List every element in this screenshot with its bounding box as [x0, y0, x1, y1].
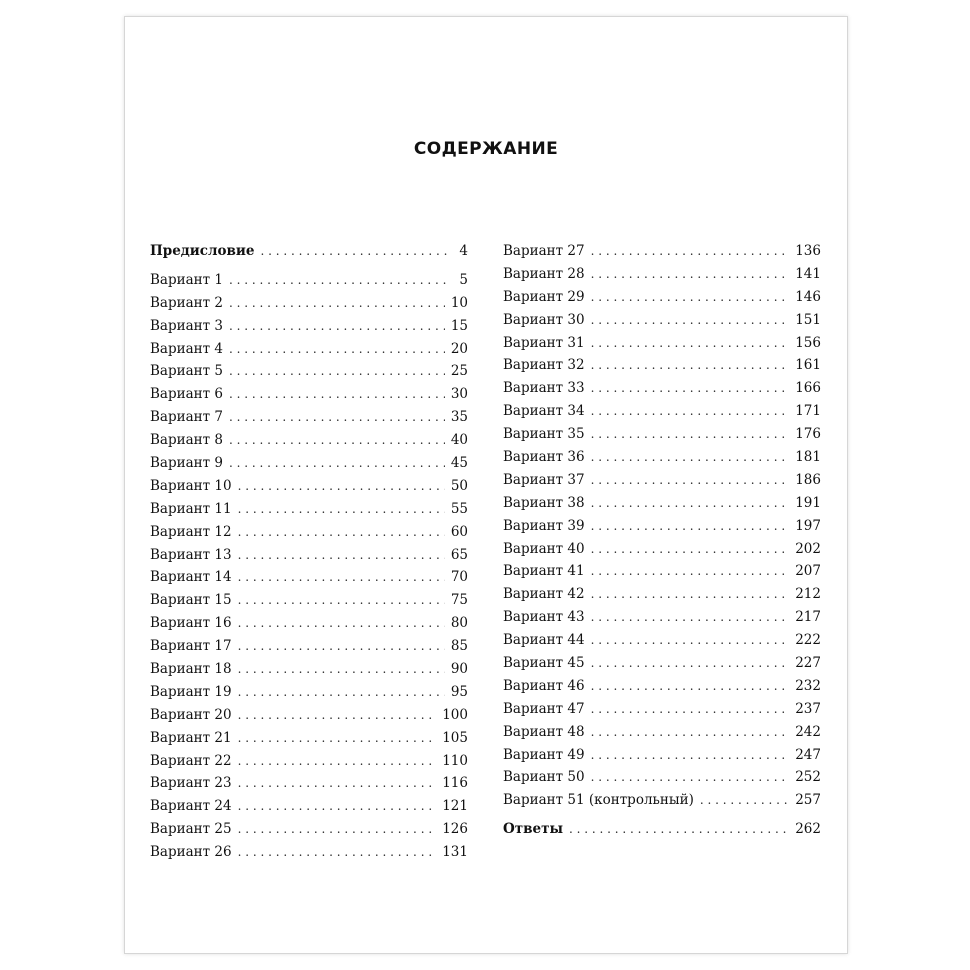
toc-entry-page-number: 4 — [459, 243, 468, 259]
dot-leader — [229, 292, 445, 315]
toc-entry — [150, 704, 468, 727]
toc-entry — [503, 354, 821, 377]
toc-entry — [503, 766, 821, 789]
toc-entry-label: Вариант 9 — [150, 455, 224, 472]
toc-entry — [503, 606, 821, 629]
dot-leader — [238, 681, 445, 704]
dot-leader — [238, 750, 437, 773]
toc-entry-label: Вариант 15 — [150, 592, 232, 609]
toc-entry — [150, 240, 468, 263]
toc-entry — [150, 406, 468, 429]
toc-entry — [150, 475, 468, 498]
dot-leader — [238, 498, 445, 521]
toc-entry-label: Вариант 12 — [150, 523, 232, 540]
toc-entry-page-number: 45 — [450, 455, 468, 472]
dot-leader — [238, 566, 445, 589]
toc-entry — [503, 721, 821, 744]
toc-entry-label: Вариант 1 — [150, 271, 224, 288]
dot-leader — [229, 383, 445, 406]
dot-leader — [591, 744, 790, 767]
dot-leader — [238, 727, 437, 750]
toc-entry-label: Вариант 29 — [503, 288, 585, 305]
dot-leader — [591, 560, 790, 583]
toc-entry-label: Вариант 37 — [503, 471, 585, 488]
toc-entry-label: Ответы — [503, 821, 563, 838]
toc-left-column — [150, 240, 468, 864]
toc-entry — [150, 338, 468, 361]
toc-entry — [503, 309, 821, 332]
dot-leader — [569, 818, 789, 841]
dot-leader — [591, 400, 790, 423]
toc-entry-label: Вариант 21 — [150, 729, 232, 746]
toc-entry — [150, 498, 468, 521]
dot-leader — [591, 515, 790, 538]
dot-leader — [591, 766, 790, 789]
dot-leader — [591, 698, 790, 721]
toc-entry — [150, 750, 468, 773]
toc-entry-label: Вариант 34 — [503, 403, 585, 420]
toc-entry-page-number: 227 — [795, 655, 821, 672]
toc-entry-page-number: 15 — [450, 317, 468, 334]
toc-entry — [503, 446, 821, 469]
toc-entry-page-number: 186 — [795, 471, 821, 488]
toc-entry-label: Вариант 10 — [150, 477, 232, 494]
toc-entry-page-number: 25 — [450, 363, 468, 380]
toc-entry — [503, 469, 821, 492]
toc-right-column — [503, 240, 821, 841]
toc-entry — [150, 566, 468, 589]
toc-entry — [150, 841, 468, 864]
toc-entry — [150, 658, 468, 681]
dot-leader — [229, 429, 445, 452]
toc-entry-page-number: 70 — [450, 569, 468, 586]
toc-entry-page-number: 90 — [450, 661, 468, 678]
dot-leader — [261, 240, 448, 263]
toc-entry-label: Вариант 26 — [150, 844, 232, 861]
toc-entry-page-number: 191 — [795, 494, 821, 511]
dot-leader — [591, 721, 790, 744]
toc-entry — [150, 681, 468, 704]
toc-entry — [150, 360, 468, 383]
toc-entry — [150, 727, 468, 750]
document-page — [124, 16, 848, 954]
toc-entry-page-number: 65 — [450, 546, 468, 563]
toc-entry — [503, 492, 821, 515]
toc-entry — [503, 515, 821, 538]
toc-entry — [150, 818, 468, 841]
toc-entry-page-number: 20 — [450, 340, 468, 357]
dot-leader — [238, 589, 445, 612]
toc-entry-label: Вариант 6 — [150, 386, 224, 403]
toc-entry — [503, 818, 821, 841]
toc-entry — [503, 698, 821, 721]
toc-entry-page-number: 181 — [795, 449, 821, 466]
toc-entry-label: Вариант 43 — [503, 609, 585, 626]
dot-leader — [591, 606, 790, 629]
dot-leader — [591, 629, 790, 652]
toc-entry-label: Вариант 47 — [503, 700, 585, 717]
toc-entry — [150, 612, 468, 635]
dot-leader — [238, 841, 437, 864]
toc-entry-label: Вариант 33 — [503, 380, 585, 397]
toc-entry-label: Вариант 44 — [503, 632, 585, 649]
toc-entry-label: Вариант 36 — [503, 449, 585, 466]
toc-entry-page-number: 126 — [442, 821, 468, 838]
toc-entry — [150, 589, 468, 612]
toc-entry — [503, 263, 821, 286]
toc-entry-page-number: 141 — [795, 265, 821, 282]
dot-leader — [591, 492, 790, 515]
toc-entry — [503, 629, 821, 652]
dot-leader — [591, 423, 790, 446]
toc-entry-page-number: 55 — [450, 500, 468, 517]
dot-leader — [591, 652, 790, 675]
toc-entry-page-number: 207 — [795, 563, 821, 580]
toc-entry-page-number: 50 — [450, 477, 468, 494]
toc-entry-label: Вариант 22 — [150, 752, 232, 769]
toc-entry-label: Вариант 2 — [150, 294, 224, 311]
toc-entry-label: Вариант 25 — [150, 821, 232, 838]
toc-entry — [150, 635, 468, 658]
toc-entry-page-number: 197 — [795, 517, 821, 534]
toc-entry — [503, 286, 821, 309]
dot-leader — [229, 338, 445, 361]
toc-entry-label: Вариант 48 — [503, 723, 585, 740]
toc-entry-page-number: 202 — [795, 540, 821, 557]
dot-leader — [238, 475, 445, 498]
dot-leader — [591, 354, 790, 377]
toc-entry-page-number: 116 — [442, 775, 468, 792]
toc-entry-page-number: 35 — [450, 409, 468, 426]
toc-entry — [503, 400, 821, 423]
toc-entry-label: Вариант 38 — [503, 494, 585, 511]
toc-entry — [503, 675, 821, 698]
dot-leader — [238, 544, 445, 567]
toc-entry-label: Вариант 13 — [150, 546, 232, 563]
dot-leader — [229, 315, 445, 338]
toc-entry — [503, 332, 821, 355]
toc-entry-label: Вариант 41 — [503, 563, 585, 580]
toc-entry-label: Вариант 11 — [150, 500, 232, 517]
dot-leader — [591, 446, 790, 469]
toc-entry-label: Вариант 45 — [503, 655, 585, 672]
toc-entry-label: Вариант 50 — [503, 769, 585, 786]
toc-entry-page-number: 136 — [795, 243, 821, 259]
toc-entry-page-number: 80 — [450, 615, 468, 632]
toc-entry-label: Вариант 3 — [150, 317, 224, 334]
toc-entry-page-number: 156 — [795, 334, 821, 351]
toc-entry-page-number: 110 — [442, 752, 468, 769]
toc-entry-page-number: 176 — [795, 426, 821, 443]
dot-leader — [238, 635, 445, 658]
toc-entry-page-number: 146 — [795, 288, 821, 305]
toc-entry — [150, 452, 468, 475]
toc-entry-page-number: 212 — [795, 586, 821, 603]
toc-entry-page-number: 247 — [795, 746, 821, 763]
dot-leader — [591, 263, 790, 286]
toc-entry-page-number: 85 — [450, 638, 468, 655]
toc-entry-label: Вариант 42 — [503, 586, 585, 603]
toc-entry-page-number: 232 — [795, 677, 821, 694]
toc-entry — [503, 377, 821, 400]
toc-entry-label: Вариант 5 — [150, 363, 224, 380]
toc-entry-page-number: 30 — [450, 386, 468, 403]
toc-entry-label: Вариант 14 — [150, 569, 232, 586]
toc-entry — [150, 544, 468, 567]
toc-entry — [150, 292, 468, 315]
toc-entry-page-number: 171 — [795, 403, 821, 420]
toc-entry — [503, 538, 821, 561]
toc-entry-label: Вариант 35 — [503, 426, 585, 443]
dot-leader — [591, 332, 790, 355]
toc-entry — [150, 269, 468, 292]
toc-entry — [150, 521, 468, 544]
toc-entry-page-number: 60 — [450, 523, 468, 540]
dot-leader — [238, 704, 437, 727]
toc-entry-page-number: 10 — [450, 294, 468, 311]
toc-entry-page-number: 262 — [795, 821, 821, 838]
dot-leader — [591, 286, 790, 309]
toc-entry-label: Вариант 7 — [150, 409, 224, 426]
toc-entry — [503, 560, 821, 583]
toc-entry-label: Вариант 20 — [150, 706, 232, 723]
toc-entry-label: Вариант 23 — [150, 775, 232, 792]
toc-entry — [150, 795, 468, 818]
toc-entry-label: Вариант 49 — [503, 746, 585, 763]
dot-leader — [591, 469, 790, 492]
toc-entry-label: Вариант 32 — [503, 357, 585, 374]
toc-entry — [503, 423, 821, 446]
dot-leader — [238, 612, 445, 635]
dot-leader — [591, 675, 790, 698]
toc-entry-page-number: 75 — [450, 592, 468, 609]
dot-leader — [700, 789, 789, 812]
dot-leader — [591, 377, 790, 400]
toc-entry — [150, 315, 468, 338]
toc-entry-page-number: 252 — [795, 769, 821, 786]
toc-entry — [150, 383, 468, 406]
toc-entry-label: Вариант 16 — [150, 615, 232, 632]
toc-entry-label: Вариант 46 — [503, 677, 585, 694]
toc-entry-page-number: 217 — [795, 609, 821, 626]
toc-entry — [503, 744, 821, 767]
toc-entry — [503, 240, 821, 263]
toc-entry-label: Вариант 24 — [150, 798, 232, 815]
toc-entry-page-number: 166 — [795, 380, 821, 397]
dot-leader — [591, 240, 790, 263]
toc-entry-page-number: 100 — [442, 706, 468, 723]
toc-entry-label: Вариант 31 — [503, 334, 585, 351]
toc-entry-page-number: 95 — [450, 683, 468, 700]
dot-leader — [229, 269, 448, 292]
dot-leader — [591, 538, 790, 561]
toc-entry-page-number: 131 — [442, 844, 468, 861]
toc-entry-page-number: 40 — [450, 432, 468, 449]
dot-leader — [238, 818, 437, 841]
toc-entry-page-number: 242 — [795, 723, 821, 740]
dot-leader — [229, 406, 445, 429]
dot-leader — [238, 772, 437, 795]
dot-leader — [229, 360, 445, 383]
dot-leader — [238, 521, 445, 544]
toc-entry-label: Вариант 4 — [150, 340, 224, 357]
toc-entry — [150, 772, 468, 795]
toc-entry-label: Вариант 30 — [503, 311, 585, 328]
page-title: СОДЕРЖАНИЕ — [413, 139, 559, 159]
toc-entry-label: Вариант 17 — [150, 638, 232, 655]
toc-entry-label: Вариант 39 — [503, 517, 585, 534]
toc-entry-page-number: 257 — [795, 792, 821, 809]
toc-entry-page-number: 222 — [795, 632, 821, 649]
toc-entry-label: Вариант 40 — [503, 540, 585, 557]
toc-entry — [503, 789, 821, 812]
dot-leader — [238, 658, 445, 681]
toc-entry-label: Вариант 28 — [503, 265, 585, 282]
toc-entry — [150, 429, 468, 452]
toc-entry-page-number: 237 — [795, 700, 821, 717]
toc-entry-page-number: 161 — [795, 357, 821, 374]
toc-entry-page-number: 121 — [442, 798, 468, 815]
toc-entry — [503, 583, 821, 606]
toc-entry — [503, 652, 821, 675]
toc-entry-page-number: 105 — [442, 729, 468, 746]
toc-entry-label: Вариант 27 — [503, 243, 585, 259]
toc-entry-page-number: 5 — [459, 271, 468, 288]
toc-entry-label: Вариант 18 — [150, 661, 232, 678]
toc-entry-label: Предисловие — [150, 243, 255, 259]
dot-leader — [591, 309, 790, 332]
dot-leader — [238, 795, 437, 818]
toc-entry-label: Вариант 51 (контрольный) — [503, 792, 694, 809]
toc-entry-label: Вариант 19 — [150, 683, 232, 700]
dot-leader — [229, 452, 445, 475]
dot-leader — [591, 583, 790, 606]
toc-entry-label: Вариант 8 — [150, 432, 224, 449]
toc-entry-page-number: 151 — [795, 311, 821, 328]
